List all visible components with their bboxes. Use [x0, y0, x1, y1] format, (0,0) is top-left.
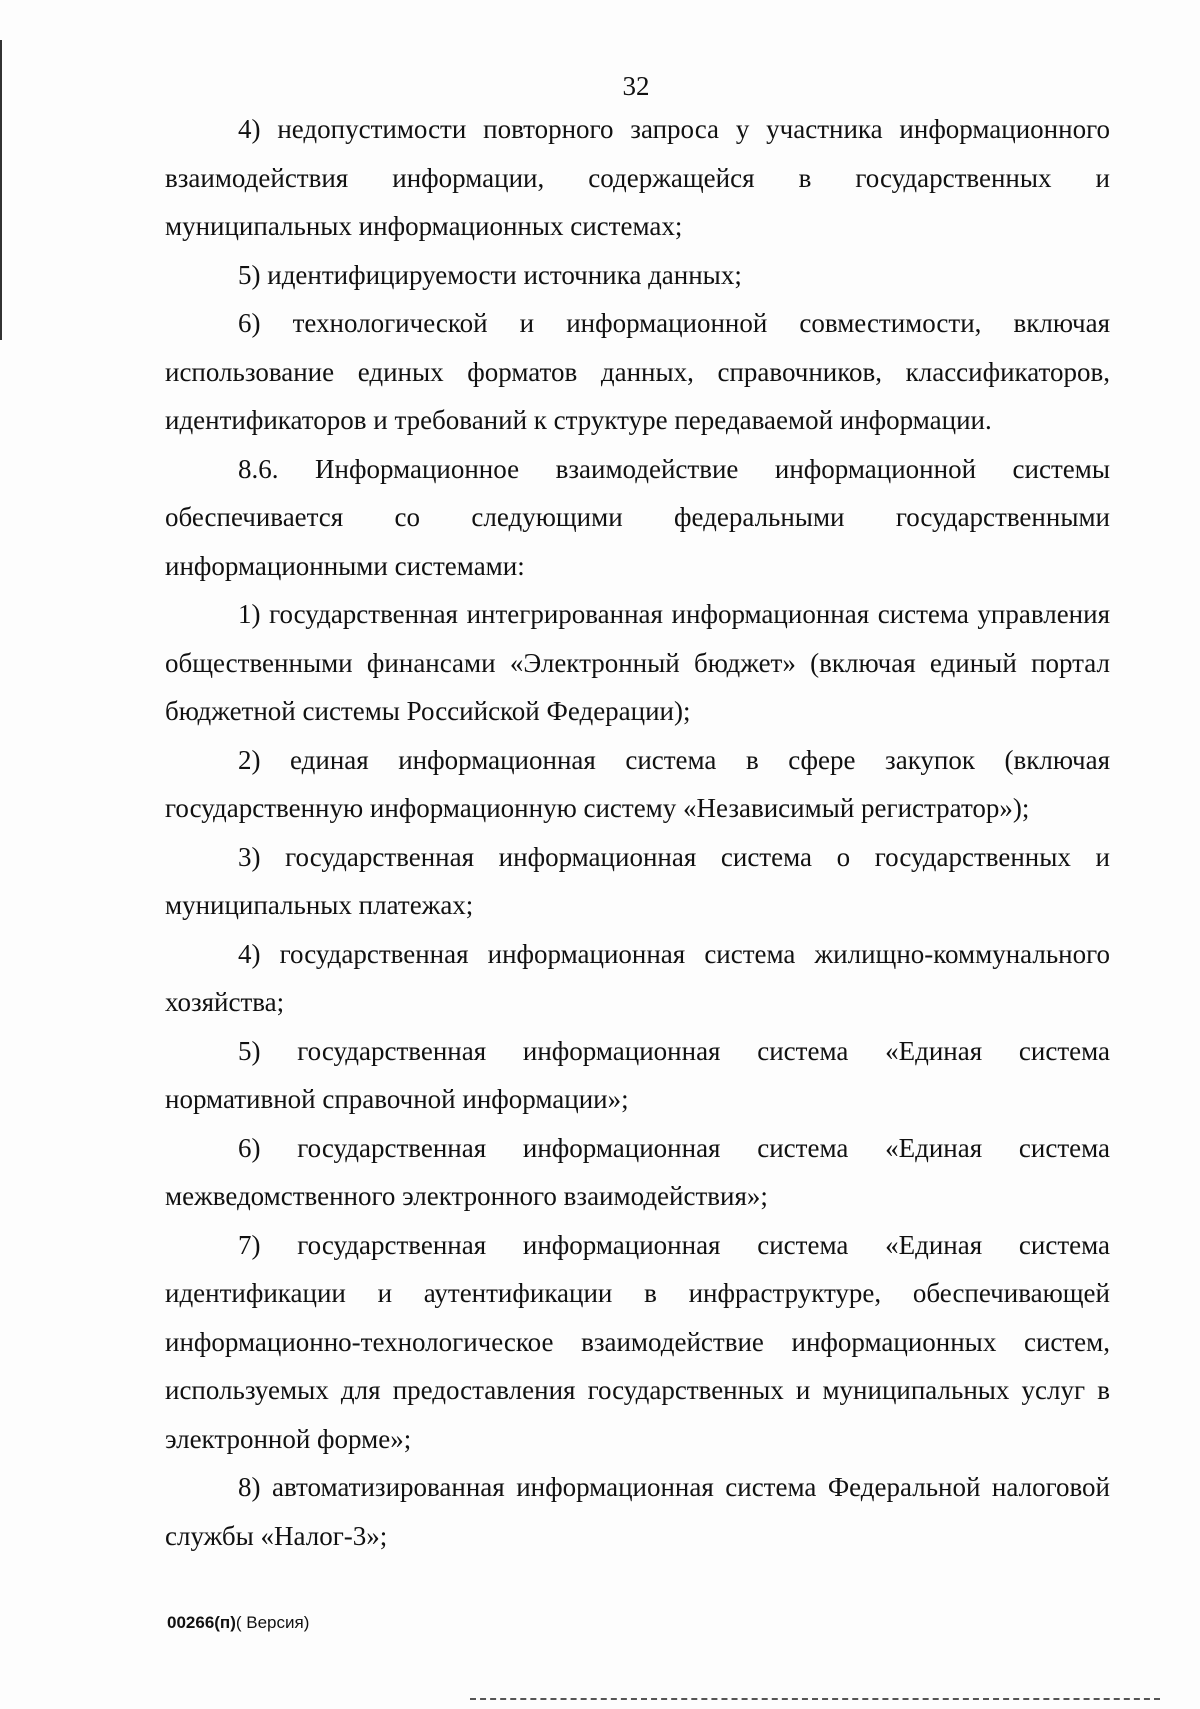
paragraph-list-item-6: 6) государственная информационная система «Единая система межведомственного электронного взаимодействия»; [165, 1132, 1110, 1211]
paragraph-list-item-8: 8) автоматизированная информационная система Федеральной налоговой службы «Налог-3»; [165, 1472, 1110, 1551]
paragraph-item-4-repeat-request: 4) недопустимости повторного запроса у участника информационного взаимодействия информации, содержащейся в государственных и муниципальных информационных системах; [165, 114, 1110, 241]
paragraph-item-5-data-source: 5) идентифицируемости источника данных; [238, 259, 742, 290]
paragraph-list-item-2: 2) единая информационная система в сфере закупок (включая государственную информационную систему «Независимый регистратор»); [165, 744, 1110, 823]
document-version: ( Версия) [235, 1613, 310, 1632]
paragraph-list-item-3: 3) государственная информационная система о государственных и муниципальных платежах; [165, 841, 1110, 920]
document-code: 00266(п) [167, 1613, 236, 1632]
paragraph-list-item-5: 5) государственная информационная система «Единая система нормативной справочной информации»; [165, 1035, 1110, 1114]
paragraph-section-8-6: 8.6. Информационное взаимодействие информационной системы обеспечивается со следующими федеральными государственными информационными системами: [165, 453, 1110, 581]
page-number: 32 [622, 71, 650, 101]
bottom-divider [470, 1698, 1160, 1702]
paragraph-item-6-compatibility: 6) технологической и информационной совместимости, включая использование единых форматов данных, справочников, классификаторов, идентификаторов и требований к структуре передаваемой информации. [165, 308, 1110, 435]
paragraph-list-item-4: 4) государственная информационная система жилищно-коммунального хозяйства; [165, 938, 1110, 1017]
document-body [165, 105, 1110, 1560]
paragraph-list-item-1: 1) государственная интегрированная информационная система управления общественными финансами «Электронный бюджет» (включая единый портал бюджетной системы Российской Федерации); [165, 599, 1110, 726]
document-footer [167, 1611, 309, 1635]
paragraph-list-item-7: 7) государственная информационная система «Единая система идентификации и аутентификации в инфраструктуре, обеспечивающей информационно-технологическое взаимодействие информационных систем, используемых для предоставления государственных и муниципальных услуг в электронной форме»; [165, 1229, 1110, 1454]
